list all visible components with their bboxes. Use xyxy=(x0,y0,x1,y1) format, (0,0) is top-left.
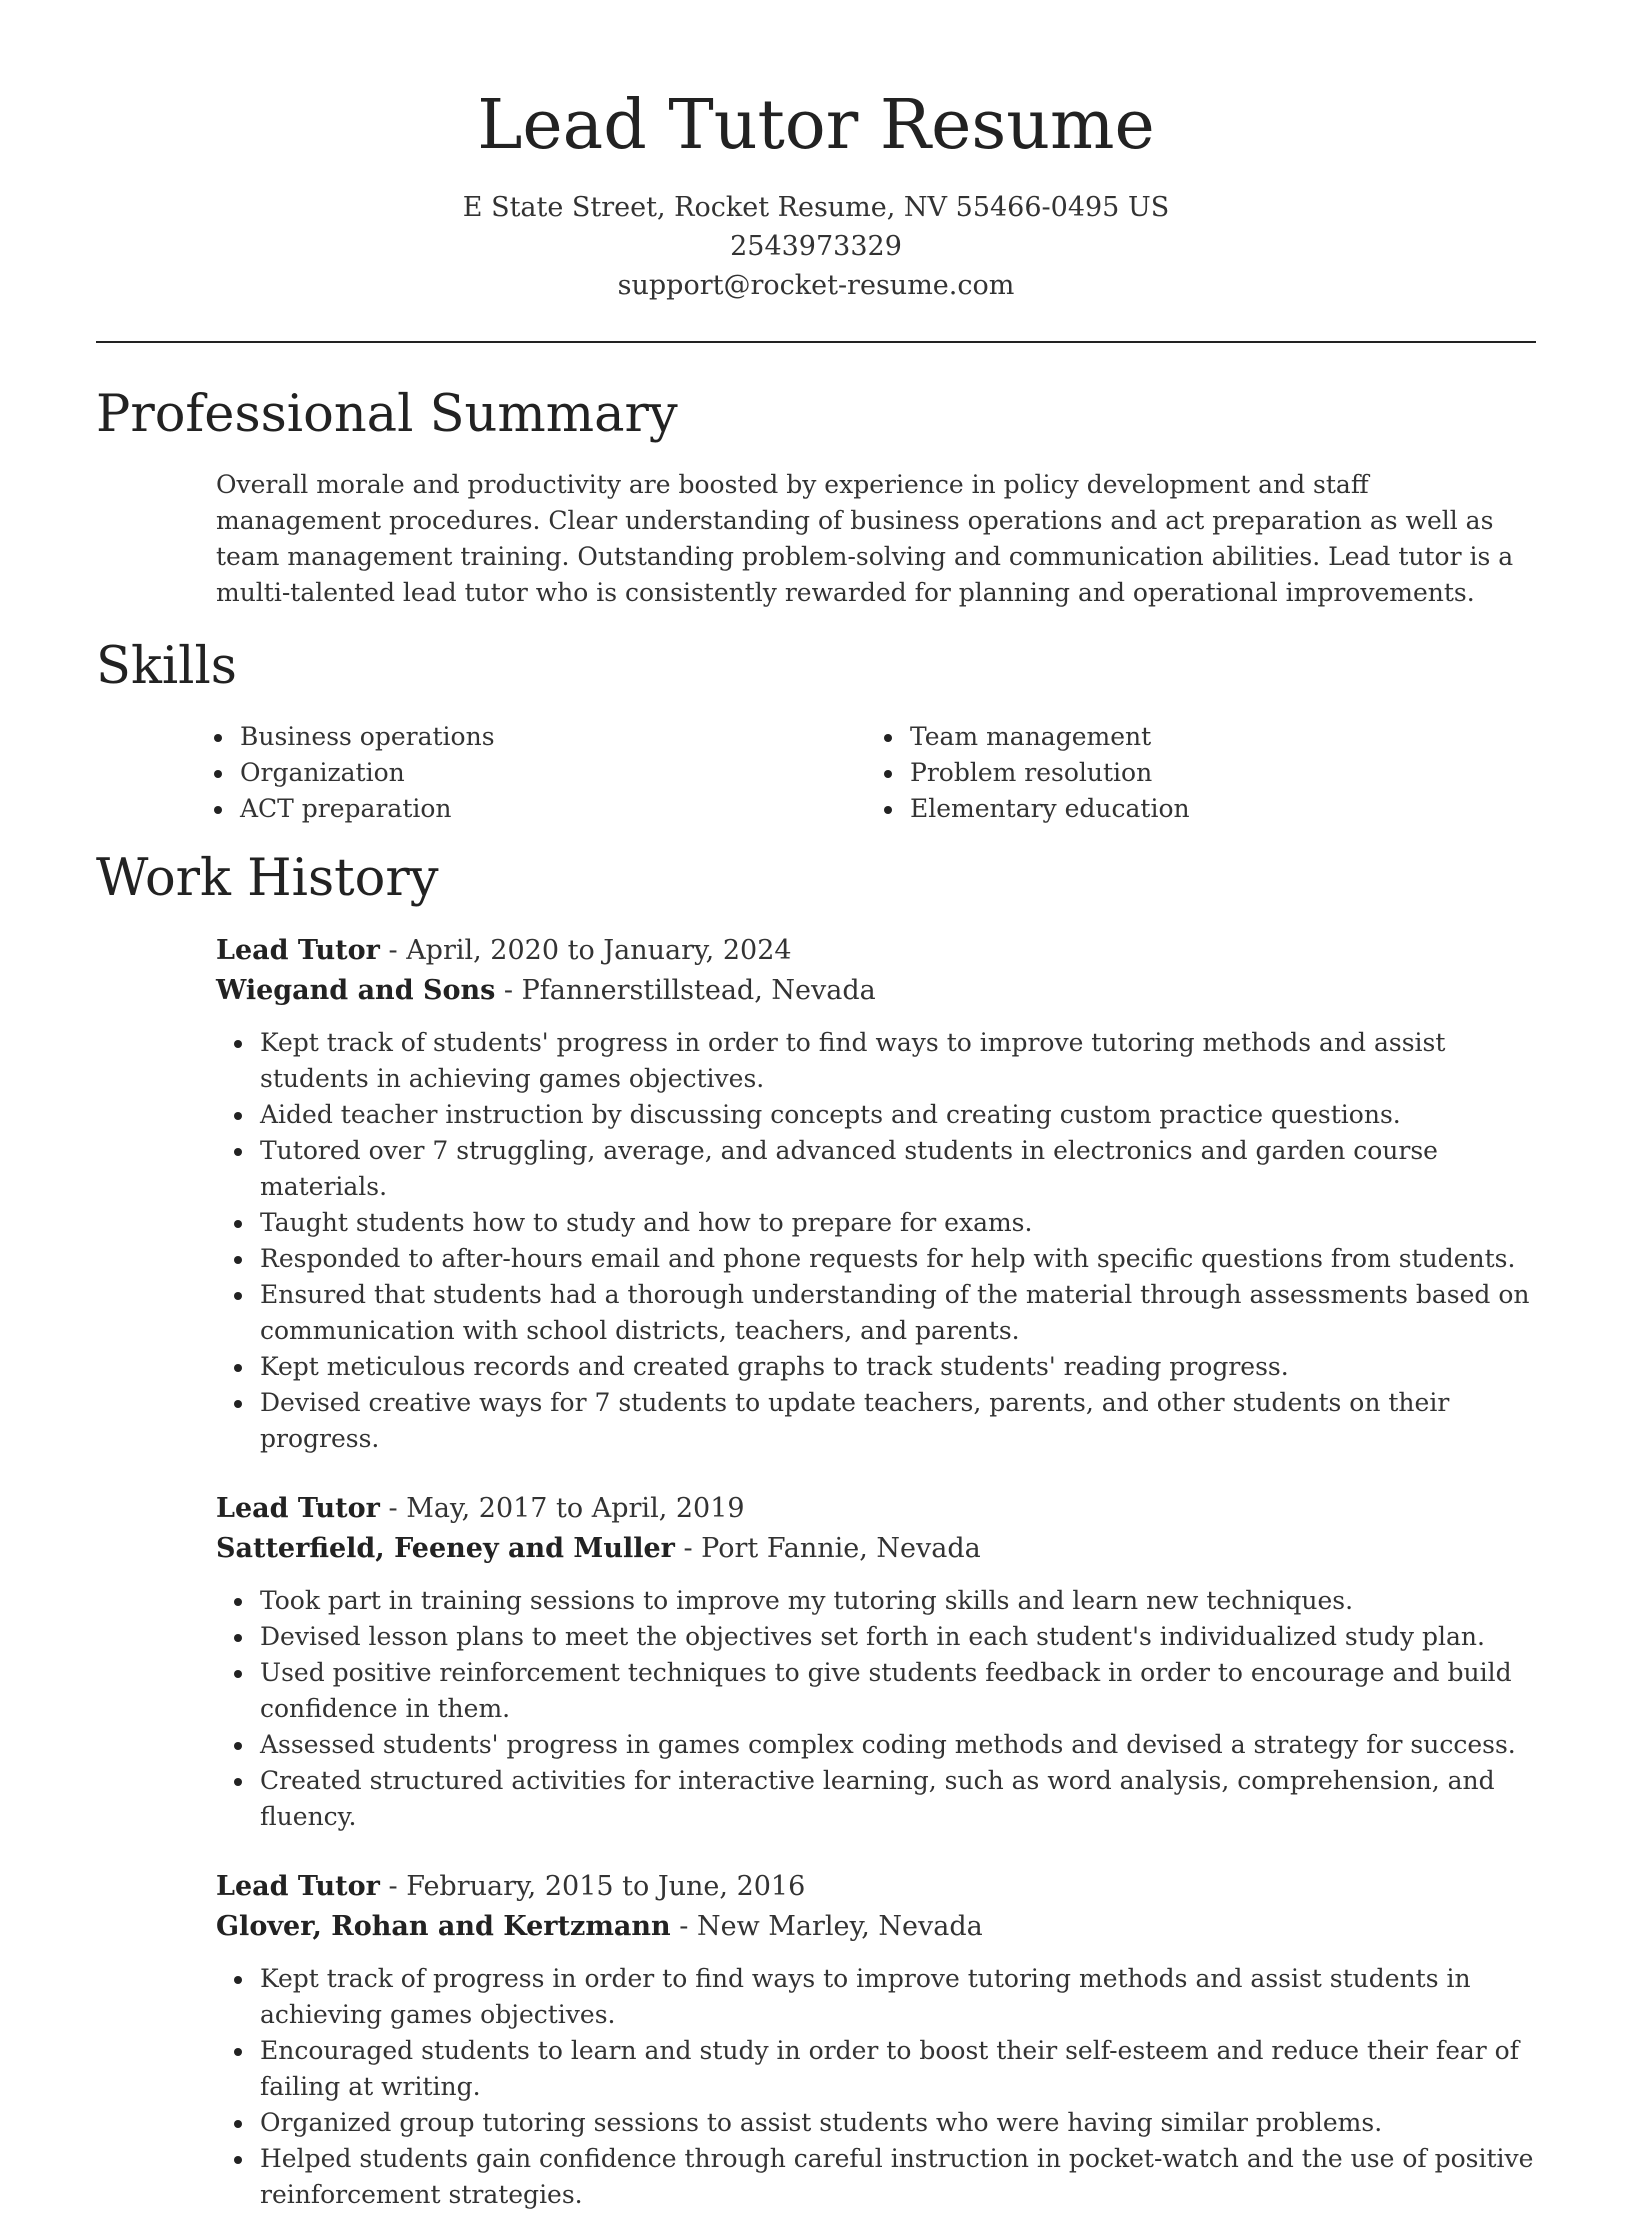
skill-item: Problem resolution xyxy=(910,755,1536,791)
separator: - xyxy=(379,1871,407,1902)
separator: - xyxy=(379,1493,407,1524)
job-company-line xyxy=(216,971,1536,1011)
job-duty: Organized group tutoring sessions to assist students who were having similar problems. xyxy=(260,2105,1536,2141)
job-company: Wiegand and Sons xyxy=(216,975,496,1006)
phone: 2543973329 xyxy=(730,231,902,262)
job-entry xyxy=(216,1489,1536,1835)
job-location: New Marley, Nevada xyxy=(696,1911,983,1942)
job-duties-list xyxy=(216,1961,1536,2213)
job-duty: Helped students gain confidence through careful instruction in pocket-watch and the use of positive reinforcement strategies. xyxy=(260,2141,1536,2213)
job-duty: Kept meticulous records and created graphs to track students' reading progress. xyxy=(260,1349,1536,1385)
job-entry xyxy=(216,931,1536,1457)
page-title: Lead Tutor Resume xyxy=(477,86,1155,165)
job-role: Lead Tutor xyxy=(216,1871,380,1902)
address: E State Street, Rocket Resume, NV 55466-0495 US xyxy=(462,192,1170,223)
job-dates: May, 2017 to April, 2019 xyxy=(406,1493,745,1524)
summary-text: Overall morale and productivity are boosted by experience in policy development and staff management procedures. Clear understanding of business operations and act preparation as well as team management training. Outstanding problem-solving and communication abilities. Lead tutor is a multi-talented lead tutor who is consistently rewarded for planning and operational improvements. xyxy=(216,470,1514,607)
job-company: Satterfield, Feeney and Muller xyxy=(216,1533,675,1564)
job-duties-list xyxy=(216,1583,1536,1835)
separator: - xyxy=(670,1911,697,1942)
job-duty: Aided teacher instruction by discussing concepts and creating custom practice questions. xyxy=(260,1097,1536,1133)
job-duty: Used positive reinforcement techniques to give students feedback in order to encourage and build confidence in them. xyxy=(260,1655,1536,1727)
skill-item: Team management xyxy=(910,719,1536,755)
job-duty: Taught students how to study and how to prepare for exams. xyxy=(260,1205,1536,1241)
job-entry xyxy=(216,1867,1536,2213)
resume-header xyxy=(96,0,1536,305)
job-title-line xyxy=(216,931,1536,971)
skills-right-list xyxy=(866,719,1536,827)
skills-left-list xyxy=(196,719,866,827)
job-duty: Encouraged students to learn and study in order to boost their self-esteem and reduce their fear of failing at writing. xyxy=(260,2033,1536,2105)
job-company-line xyxy=(216,1907,1536,1947)
work-history-heading: Work History xyxy=(96,849,439,908)
job-role: Lead Tutor xyxy=(216,1493,380,1524)
job-duties-list xyxy=(216,1025,1536,1457)
job-duty: Devised creative ways for 7 students to update teachers, parents, and other students on their progress. xyxy=(260,1385,1536,1457)
job-location: Pfannerstillstead, Nevada xyxy=(521,975,876,1006)
job-company-line xyxy=(216,1529,1536,1569)
separator: - xyxy=(495,975,522,1006)
skill-item: ACT preparation xyxy=(240,791,866,827)
job-location: Port Fannie, Nevada xyxy=(701,1533,981,1564)
job-duty: Kept track of students' progress in order to find ways to improve tutoring methods and assist students in achieving games objectives. xyxy=(260,1025,1536,1097)
job-duty: Devised lesson plans to meet the objectives set forth in each student's individualized study plan. xyxy=(260,1619,1536,1655)
skills-heading: Skills xyxy=(96,637,237,696)
job-title-line xyxy=(216,1867,1536,1907)
job-duty: Ensured that students had a thorough understanding of the material through assessments based on communication with school districts, teachers, and parents. xyxy=(260,1277,1536,1349)
job-duty: Assessed students' progress in games complex coding methods and devised a strategy for success. xyxy=(260,1727,1536,1763)
skills-section xyxy=(96,637,1536,827)
header-divider xyxy=(96,341,1536,343)
job-duty: Kept track of progress in order to find ways to improve tutoring methods and assist students in achieving games objectives. xyxy=(260,1961,1536,2033)
job-dates: February, 2015 to June, 2016 xyxy=(406,1871,806,1902)
summary-section xyxy=(96,385,1536,611)
job-duty: Took part in training sessions to improve my tutoring skills and learn new techniques. xyxy=(260,1583,1536,1619)
skill-item: Business operations xyxy=(240,719,866,755)
job-dates: April, 2020 to January, 2024 xyxy=(406,935,792,966)
job-duty: Created structured activities for interactive learning, such as word analysis, comprehension, and fluency. xyxy=(260,1763,1536,1835)
job-role: Lead Tutor xyxy=(216,935,380,966)
contact-info xyxy=(96,188,1536,305)
job-duty: Responded to after-hours email and phone requests for help with specific questions from students. xyxy=(260,1241,1536,1277)
separator: - xyxy=(379,935,407,966)
skills-grid xyxy=(196,719,1536,827)
job-title-line xyxy=(216,1489,1536,1529)
skill-item: Elementary education xyxy=(910,791,1536,827)
job-duty: Tutored over 7 struggling, average, and advanced students in electronics and garden course materials. xyxy=(260,1133,1536,1205)
separator: - xyxy=(674,1533,702,1564)
email: support@rocket-resume.com xyxy=(617,270,1015,301)
work-history-section xyxy=(96,849,1536,2213)
summary-heading: Professional Summary xyxy=(96,385,678,444)
job-company: Glover, Rohan and Kertzmann xyxy=(216,1911,671,1942)
skill-item: Organization xyxy=(240,755,866,791)
